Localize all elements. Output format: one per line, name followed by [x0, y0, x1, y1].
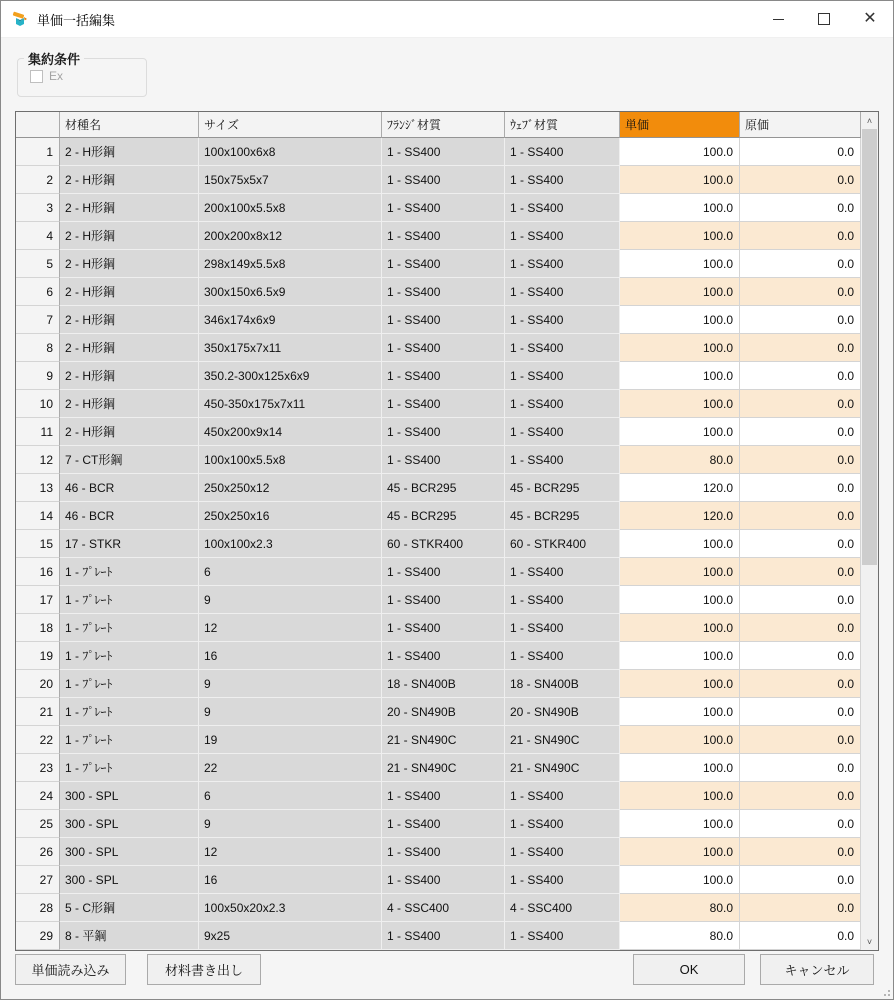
cell-unit_price[interactable]: 100.0 — [620, 362, 740, 390]
cell-web: 1 - SS400 — [505, 334, 620, 362]
cell-web: 1 - SS400 — [505, 810, 620, 838]
row-header-cell[interactable]: 27 — [16, 866, 60, 894]
row-header-cell[interactable]: 7 — [16, 306, 60, 334]
row-header-cell[interactable]: 5 — [16, 250, 60, 278]
cell-material: 5 - C形鋼 — [60, 894, 199, 922]
cell-material: 17 - STKR — [60, 530, 199, 558]
groupbox-label: 集約条件 — [24, 49, 84, 68]
cell-size: 6 — [199, 558, 382, 586]
cell-flange: 1 - SS400 — [382, 922, 505, 950]
table-row — [16, 922, 861, 950]
cell-size: 100x100x5.5x8 — [199, 446, 382, 474]
cell-unit_price[interactable]: 100.0 — [620, 138, 740, 166]
cell-unit_price[interactable]: 100.0 — [620, 810, 740, 838]
cell-cost[interactable]: 0.0 — [740, 166, 861, 194]
cell-cost[interactable]: 0.0 — [740, 530, 861, 558]
maximize-icon — [818, 13, 830, 25]
table-row — [16, 754, 861, 782]
table-row — [16, 306, 861, 334]
cell-web: 1 - SS400 — [505, 922, 620, 950]
export-material-button[interactable]: 材料書き出し — [147, 954, 261, 985]
table-row — [16, 530, 861, 558]
ex-checkbox[interactable] — [30, 70, 43, 83]
table-row — [16, 194, 861, 222]
table-row — [16, 166, 861, 194]
cell-unit_price[interactable]: 100.0 — [620, 670, 740, 698]
table-row — [16, 502, 861, 530]
cell-flange: 21 - SN490C — [382, 754, 505, 782]
table-row — [16, 250, 861, 278]
cell-cost[interactable]: 0.0 — [740, 922, 861, 950]
cell-size: 16 — [199, 866, 382, 894]
cell-web: 45 - BCR295 — [505, 502, 620, 530]
col-header-web[interactable]: ｳｪﾌﾞ材質 — [505, 112, 620, 138]
cell-size: 9 — [199, 586, 382, 614]
cell-cost[interactable]: 0.0 — [740, 642, 861, 670]
table-row — [16, 222, 861, 250]
cell-size: 250x250x12 — [199, 474, 382, 502]
cell-flange: 1 - SS400 — [382, 782, 505, 810]
cell-web: 1 - SS400 — [505, 250, 620, 278]
col-header-material[interactable]: 材種名 — [60, 112, 199, 138]
table-row — [16, 558, 861, 586]
ex-checkbox-label: Ex — [49, 69, 64, 83]
cell-size: 9 — [199, 670, 382, 698]
cell-size: 350.2-300x125x6x9 — [199, 362, 382, 390]
cell-material: 2 - H形鋼 — [60, 362, 199, 390]
cell-web: 1 - SS400 — [505, 194, 620, 222]
row-header-cell[interactable]: 1 — [16, 138, 60, 166]
row-header-cell[interactable]: 11 — [16, 418, 60, 446]
cell-flange: 1 - SS400 — [382, 306, 505, 334]
cell-web: 1 - SS400 — [505, 642, 620, 670]
cancel-button[interactable]: キャンセル — [760, 954, 874, 985]
cell-unit_price[interactable]: 100.0 — [620, 586, 740, 614]
cell-cost[interactable]: 0.0 — [740, 362, 861, 390]
cell-web: 1 - SS400 — [505, 362, 620, 390]
cell-cost[interactable]: 0.0 — [740, 754, 861, 782]
cell-cost[interactable]: 0.0 — [740, 250, 861, 278]
table-row — [16, 474, 861, 502]
cell-size: 22 — [199, 754, 382, 782]
cell-unit_price[interactable]: 100.0 — [620, 838, 740, 866]
cell-web: 1 - SS400 — [505, 558, 620, 586]
cell-flange: 60 - STKR400 — [382, 530, 505, 558]
close-button[interactable] — [847, 1, 893, 37]
cell-flange: 21 - SN490C — [382, 726, 505, 754]
cell-material: 2 - H形鋼 — [60, 222, 199, 250]
table-row — [16, 138, 861, 166]
cell-size: 298x149x5.5x8 — [199, 250, 382, 278]
row-header-cell[interactable]: 8 — [16, 334, 60, 362]
col-header-flange[interactable]: ﾌﾗﾝｼﾞ材質 — [382, 112, 505, 138]
cell-unit_price[interactable]: 100.0 — [620, 642, 740, 670]
minimize-icon — [773, 19, 784, 20]
cell-size: 100x100x2.3 — [199, 530, 382, 558]
row-header-cell[interactable]: 15 — [16, 530, 60, 558]
cell-size: 100x100x6x8 — [199, 138, 382, 166]
cell-unit_price[interactable]: 120.0 — [620, 502, 740, 530]
cell-size: 250x250x16 — [199, 502, 382, 530]
cell-material: 300 - SPL — [60, 810, 199, 838]
cell-material: 1 - ﾌﾟﾚｰﾄ — [60, 726, 199, 754]
cell-flange: 1 - SS400 — [382, 194, 505, 222]
cell-size: 200x100x5.5x8 — [199, 194, 382, 222]
table-row — [16, 866, 861, 894]
cell-unit_price[interactable]: 100.0 — [620, 334, 740, 362]
cell-web: 1 - SS400 — [505, 138, 620, 166]
row-header-cell[interactable]: 18 — [16, 614, 60, 642]
cell-flange: 1 - SS400 — [382, 642, 505, 670]
price-grid — [15, 111, 879, 951]
cell-cost[interactable]: 0.0 — [740, 446, 861, 474]
row-header-cell[interactable]: 24 — [16, 782, 60, 810]
cell-unit_price[interactable]: 100.0 — [620, 278, 740, 306]
cell-flange: 45 - BCR295 — [382, 474, 505, 502]
table-row — [16, 614, 861, 642]
aggregation-groupbox — [17, 52, 147, 97]
cell-size: 6 — [199, 782, 382, 810]
table-row — [16, 810, 861, 838]
row-header-cell[interactable]: 4 — [16, 222, 60, 250]
cell-unit_price[interactable]: 100.0 — [620, 530, 740, 558]
cell-flange: 1 - SS400 — [382, 866, 505, 894]
table-row — [16, 838, 861, 866]
cell-material: 8 - 平鋼 — [60, 922, 199, 950]
cell-flange: 1 - SS400 — [382, 250, 505, 278]
cell-flange: 1 - SS400 — [382, 418, 505, 446]
cell-web: 1 - SS400 — [505, 446, 620, 474]
cell-web: 1 - SS400 — [505, 418, 620, 446]
cell-material: 7 - CT形鋼 — [60, 446, 199, 474]
cell-unit_price[interactable]: 100.0 — [620, 754, 740, 782]
cell-web: 18 - SN400B — [505, 670, 620, 698]
cell-flange: 1 - SS400 — [382, 138, 505, 166]
scrollbar-thumb[interactable] — [862, 129, 877, 565]
cell-flange: 1 - SS400 — [382, 586, 505, 614]
col-header-unit_price[interactable]: 単価 — [620, 112, 740, 138]
row-header-cell[interactable]: 17 — [16, 586, 60, 614]
cell-web: 1 - SS400 — [505, 166, 620, 194]
table-row — [16, 642, 861, 670]
scroll-up-button[interactable] — [861, 112, 878, 129]
cell-material: 1 - ﾌﾟﾚｰﾄ — [60, 670, 199, 698]
cell-material: 300 - SPL — [60, 838, 199, 866]
cell-flange: 1 - SS400 — [382, 166, 505, 194]
cell-unit_price[interactable]: 80.0 — [620, 922, 740, 950]
cell-flange: 1 - SS400 — [382, 614, 505, 642]
cell-cost[interactable]: 0.0 — [740, 838, 861, 866]
row-header-cell[interactable]: 21 — [16, 698, 60, 726]
cell-unit_price[interactable]: 100.0 — [620, 390, 740, 418]
cell-size: 12 — [199, 838, 382, 866]
cell-size: 346x174x6x9 — [199, 306, 382, 334]
cell-cost[interactable]: 0.0 — [740, 278, 861, 306]
table-row — [16, 586, 861, 614]
price-table — [16, 112, 861, 950]
row-header-cell[interactable]: 12 — [16, 446, 60, 474]
cell-cost[interactable]: 0.0 — [740, 726, 861, 754]
window-title: 単価一括編集 — [37, 12, 116, 28]
cell-material: 46 - BCR — [60, 502, 199, 530]
cell-material: 1 - ﾌﾟﾚｰﾄ — [60, 754, 199, 782]
cell-cost[interactable]: 0.0 — [740, 334, 861, 362]
cell-flange: 1 - SS400 — [382, 278, 505, 306]
cell-cost[interactable]: 0.0 — [740, 698, 861, 726]
cell-unit_price[interactable]: 100.0 — [620, 698, 740, 726]
cell-web: 60 - STKR400 — [505, 530, 620, 558]
cell-material: 2 - H形鋼 — [60, 250, 199, 278]
cell-material: 1 - ﾌﾟﾚｰﾄ — [60, 614, 199, 642]
cell-material: 300 - SPL — [60, 866, 199, 894]
cell-unit_price[interactable]: 100.0 — [620, 418, 740, 446]
row-header-cell[interactable]: 29 — [16, 922, 60, 950]
row-header-cell[interactable]: 20 — [16, 670, 60, 698]
cell-web: 1 - SS400 — [505, 390, 620, 418]
cell-unit_price[interactable]: 100.0 — [620, 166, 740, 194]
cell-flange: 20 - SN490B — [382, 698, 505, 726]
cell-flange: 4 - SSC400 — [382, 894, 505, 922]
table-row — [16, 278, 861, 306]
cell-material: 1 - ﾌﾟﾚｰﾄ — [60, 698, 199, 726]
table-row — [16, 894, 861, 922]
col-header-cost[interactable]: 原価 — [740, 112, 861, 138]
row-header-cell[interactable]: 10 — [16, 390, 60, 418]
cell-material: 2 - H形鋼 — [60, 418, 199, 446]
grid-header-row — [16, 112, 861, 138]
row-header-cell[interactable]: 2 — [16, 166, 60, 194]
cell-material: 2 - H形鋼 — [60, 138, 199, 166]
row-header-cell[interactable]: 23 — [16, 754, 60, 782]
maximize-button[interactable] — [801, 1, 847, 37]
cell-web: 1 - SS400 — [505, 838, 620, 866]
cell-unit_price[interactable]: 100.0 — [620, 782, 740, 810]
cell-size: 150x75x5x7 — [199, 166, 382, 194]
cell-cost[interactable]: 0.0 — [740, 894, 861, 922]
cell-web: 1 - SS400 — [505, 614, 620, 642]
app-icon — [11, 10, 29, 28]
cell-flange: 45 - BCR295 — [382, 502, 505, 530]
cell-size: 450x200x9x14 — [199, 418, 382, 446]
resize-grip[interactable] — [880, 986, 890, 996]
cell-flange: 1 - SS400 — [382, 838, 505, 866]
row-header-cell[interactable]: 26 — [16, 838, 60, 866]
cell-size: 100x50x20x2.3 — [199, 894, 382, 922]
cell-cost[interactable]: 0.0 — [740, 418, 861, 446]
cell-material: 2 - H形鋼 — [60, 166, 199, 194]
cell-cost[interactable]: 0.0 — [740, 502, 861, 530]
cell-cost[interactable]: 0.0 — [740, 810, 861, 838]
row-header-cell[interactable]: 14 — [16, 502, 60, 530]
cell-unit_price[interactable]: 100.0 — [620, 866, 740, 894]
cell-web: 1 - SS400 — [505, 222, 620, 250]
cell-unit_price[interactable]: 100.0 — [620, 614, 740, 642]
cell-size: 19 — [199, 726, 382, 754]
cell-material: 46 - BCR — [60, 474, 199, 502]
cell-flange: 1 - SS400 — [382, 222, 505, 250]
cell-flange: 18 - SN400B — [382, 670, 505, 698]
close-icon: ✕ — [863, 10, 877, 27]
cell-unit_price[interactable]: 100.0 — [620, 726, 740, 754]
corner-header-cell — [16, 112, 60, 138]
cell-cost[interactable]: 0.0 — [740, 558, 861, 586]
cell-cost[interactable]: 0.0 — [740, 866, 861, 894]
cell-web: 1 - SS400 — [505, 586, 620, 614]
chevron-up-icon: ˄ — [866, 115, 873, 126]
ok-button[interactable]: OK — [633, 954, 745, 985]
cell-cost[interactable]: 0.0 — [740, 614, 861, 642]
cell-unit_price[interactable]: 100.0 — [620, 250, 740, 278]
table-row — [16, 782, 861, 810]
cell-material: 1 - ﾌﾟﾚｰﾄ — [60, 642, 199, 670]
cell-unit_price[interactable]: 80.0 — [620, 894, 740, 922]
cell-material: 2 - H形鋼 — [60, 194, 199, 222]
cell-size: 16 — [199, 642, 382, 670]
cell-size: 12 — [199, 614, 382, 642]
cell-size: 200x200x8x12 — [199, 222, 382, 250]
cell-material: 300 - SPL — [60, 782, 199, 810]
col-header-size[interactable]: サイズ — [199, 112, 382, 138]
cell-material: 2 - H形鋼 — [60, 390, 199, 418]
cell-web: 1 - SS400 — [505, 782, 620, 810]
chevron-down-icon: ˅ — [866, 936, 873, 947]
cell-cost[interactable]: 0.0 — [740, 222, 861, 250]
cell-size: 300x150x6.5x9 — [199, 278, 382, 306]
cell-material: 2 - H形鋼 — [60, 278, 199, 306]
cell-flange: 1 - SS400 — [382, 390, 505, 418]
cell-unit_price[interactable]: 100.0 — [620, 222, 740, 250]
cell-cost[interactable]: 0.0 — [740, 194, 861, 222]
cell-unit_price[interactable]: 120.0 — [620, 474, 740, 502]
cell-cost[interactable]: 0.0 — [740, 782, 861, 810]
cell-web: 45 - BCR295 — [505, 474, 620, 502]
cell-size: 9 — [199, 810, 382, 838]
cell-web: 1 - SS400 — [505, 278, 620, 306]
row-header-cell[interactable]: 3 — [16, 194, 60, 222]
cell-flange: 1 - SS400 — [382, 334, 505, 362]
cell-material: 2 - H形鋼 — [60, 306, 199, 334]
cell-flange: 1 - SS400 — [382, 446, 505, 474]
cell-size: 350x175x7x11 — [199, 334, 382, 362]
cell-web: 21 - SN490C — [505, 726, 620, 754]
row-header-cell[interactable]: 28 — [16, 894, 60, 922]
row-header-cell[interactable]: 19 — [16, 642, 60, 670]
cell-web: 1 - SS400 — [505, 306, 620, 334]
table-row — [16, 446, 861, 474]
table-row — [16, 390, 861, 418]
load-unit-price-button[interactable]: 単価読み込み — [15, 954, 126, 985]
cell-unit_price[interactable]: 100.0 — [620, 194, 740, 222]
cell-material: 1 - ﾌﾟﾚｰﾄ — [60, 558, 199, 586]
cell-web: 1 - SS400 — [505, 866, 620, 894]
cell-material: 2 - H形鋼 — [60, 334, 199, 362]
row-header-cell[interactable]: 16 — [16, 558, 60, 586]
table-row — [16, 670, 861, 698]
table-row — [16, 698, 861, 726]
table-row — [16, 418, 861, 446]
cell-size: 9 — [199, 698, 382, 726]
cell-unit_price[interactable]: 80.0 — [620, 446, 740, 474]
cell-unit_price[interactable]: 100.0 — [620, 306, 740, 334]
cell-cost[interactable]: 0.0 — [740, 138, 861, 166]
cell-cost[interactable]: 0.0 — [740, 306, 861, 334]
cell-unit_price[interactable]: 100.0 — [620, 558, 740, 586]
table-row — [16, 726, 861, 754]
cell-material: 1 - ﾌﾟﾚｰﾄ — [60, 586, 199, 614]
grid-body — [16, 138, 861, 950]
row-header-cell[interactable]: 13 — [16, 474, 60, 502]
cell-web: 20 - SN490B — [505, 698, 620, 726]
title-bar — [1, 1, 893, 38]
cell-flange: 1 - SS400 — [382, 362, 505, 390]
cell-flange: 1 - SS400 — [382, 810, 505, 838]
vertical-scrollbar[interactable] — [861, 112, 878, 950]
row-header-cell[interactable]: 6 — [16, 278, 60, 306]
cell-cost[interactable]: 0.0 — [740, 670, 861, 698]
cell-web: 21 - SN490C — [505, 754, 620, 782]
row-header-cell[interactable]: 25 — [16, 810, 60, 838]
row-header-cell[interactable]: 22 — [16, 726, 60, 754]
cell-cost[interactable]: 0.0 — [740, 474, 861, 502]
scroll-down-button[interactable] — [861, 933, 878, 950]
cell-web: 4 - SSC400 — [505, 894, 620, 922]
table-row — [16, 362, 861, 390]
minimize-button[interactable] — [755, 1, 801, 37]
cell-cost[interactable]: 0.0 — [740, 586, 861, 614]
cell-size: 450-350x175x7x11 — [199, 390, 382, 418]
row-header-cell[interactable]: 9 — [16, 362, 60, 390]
cell-size: 9x25 — [199, 922, 382, 950]
cell-cost[interactable]: 0.0 — [740, 390, 861, 418]
table-row — [16, 334, 861, 362]
cell-flange: 1 - SS400 — [382, 558, 505, 586]
